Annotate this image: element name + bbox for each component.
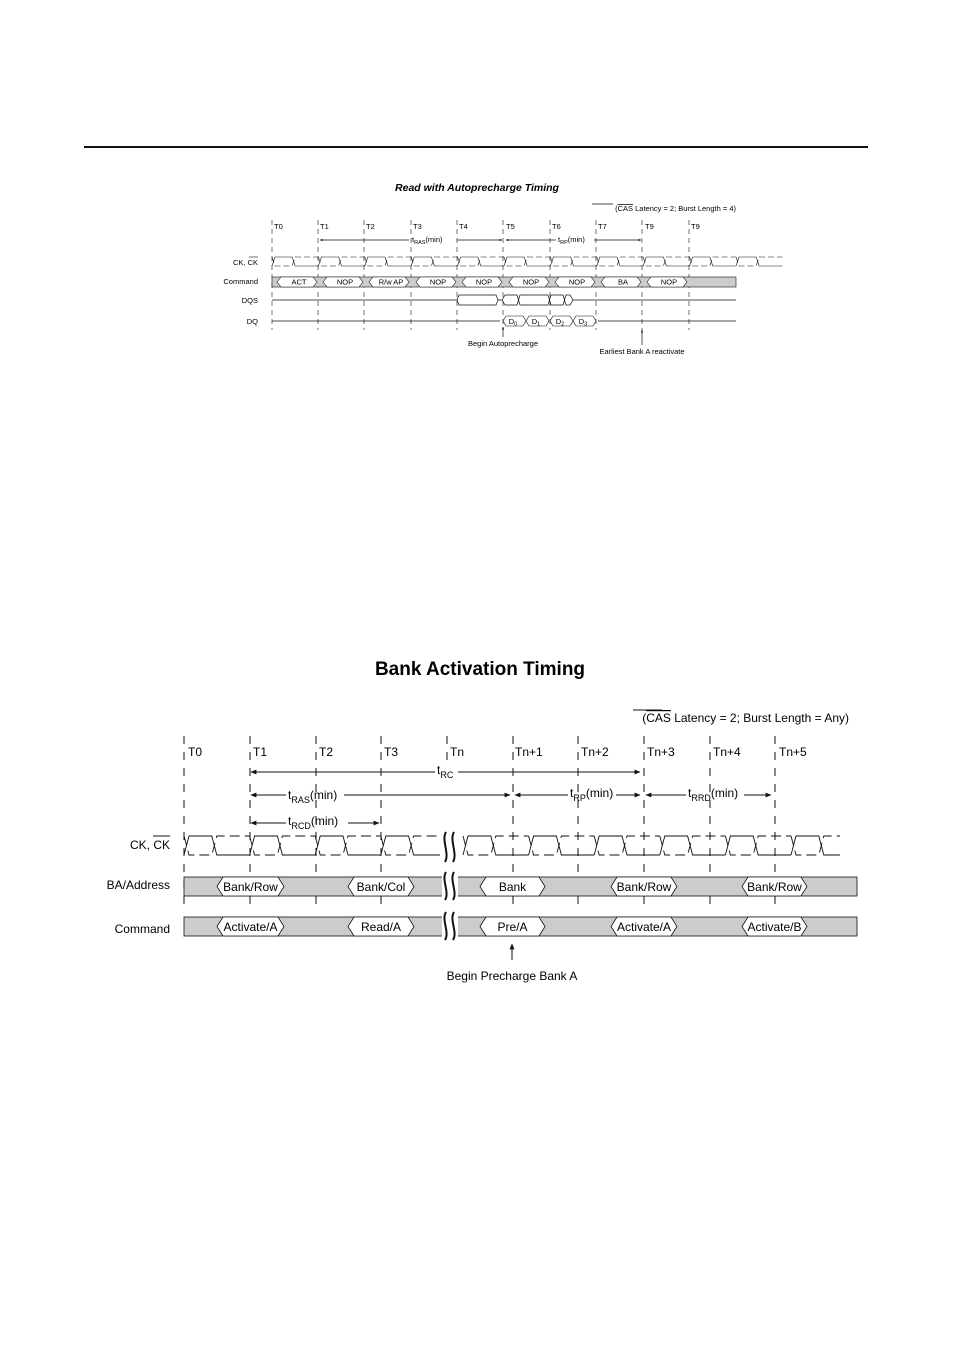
d2-tlabel-2: T2	[319, 745, 334, 759]
d1-tlabel-4: T4	[459, 222, 468, 231]
d2-signal-command: Command	[114, 922, 170, 936]
d2-tlabel-8: Tn+4	[713, 745, 741, 759]
d1-begin-autoprecharge: Begin Autoprecharge	[467, 339, 539, 348]
d1-tlabel-2: T2	[366, 222, 375, 231]
d2-begin-precharge: Begin Precharge Bank A	[446, 969, 578, 983]
d1-tlabel-6: T6	[552, 222, 561, 231]
d2-ck	[184, 836, 440, 855]
d1-command-label: NOP	[568, 277, 586, 287]
d2-tlabel-0: T0	[188, 745, 203, 759]
d1-signal-dq: DQ	[246, 317, 258, 326]
d1-signal-command: Command	[223, 277, 258, 286]
d1-tlabel-5: T5	[506, 222, 515, 231]
d2-time-break-marks	[442, 832, 458, 940]
d2-tras-label: $t_{RAS}(\min)$	[288, 788, 338, 805]
d1-data-label: $D_1$	[531, 317, 541, 328]
diagram1-clock-markers	[272, 220, 689, 330]
d1-tlabel-0: T0	[274, 222, 283, 231]
d2-tlabel-4: Tn	[450, 745, 465, 759]
d1-command-bus	[272, 277, 736, 287]
d2-tlabel-9: Tn+5	[779, 745, 807, 759]
d1-tras-label: $t_{RAS}(\min)$	[412, 235, 443, 246]
d2-trcd-label: $t_{RCD}(\min)$	[288, 814, 339, 831]
d1-data-label: $D_0$	[508, 317, 518, 328]
d1-tlabel-8: T9	[645, 222, 654, 231]
d2-command-label: Activate/A	[616, 920, 672, 934]
d2-address-label: Bank/Row	[747, 880, 802, 894]
d1-command-label: NOP	[475, 277, 493, 287]
d2-address-bus	[184, 877, 857, 896]
d1-clock-waveform	[272, 257, 782, 266]
d2-ck	[463, 836, 840, 855]
d1-dq-data-bursts	[503, 316, 596, 328]
diagram1-title: Read with Autoprecharge Timing	[395, 182, 559, 194]
d2-address-label: Bank	[498, 880, 527, 894]
d1-data-label: $D_2$	[555, 317, 565, 328]
d1-trp-label: $t_{RP}(\min)$	[558, 235, 585, 246]
d2-address-label: Bank/Row	[616, 880, 672, 894]
diagram1-clock-labels	[274, 222, 700, 231]
d1-command-label: ACT	[291, 277, 307, 287]
d1-tlabel-1: T1	[320, 222, 329, 231]
d2-command-label: Pre/A	[497, 920, 528, 934]
diagram2-clock-labels	[188, 745, 807, 759]
d2-tlabel-3: T3	[384, 745, 399, 759]
d2-address-label: Bank/Row	[223, 880, 278, 894]
d2-trc-label: $t_{RC}$	[437, 763, 454, 780]
d2-ckbar	[184, 836, 440, 855]
d2-command-label: Activate/A	[223, 920, 278, 934]
d1-signal-dqs: DQS	[241, 296, 258, 305]
d2-clock-waveform	[184, 836, 840, 855]
d1-dqs-preamble	[457, 300, 498, 305]
d1-command-label: NOP	[429, 277, 447, 287]
d2-tlabel-6: Tn+2	[581, 745, 609, 759]
d2-ckbar	[463, 836, 840, 855]
d1-dqs-complement	[502, 295, 573, 305]
diagram2-title: Bank Activation Timing	[374, 659, 586, 680]
diagram1-condition: (CAS Latency = 2; Burst Length = 4)	[615, 204, 736, 213]
bank-activation-diagram	[107, 659, 857, 983]
d2-signal-ck: CK, CK	[129, 838, 170, 852]
d2-address-label: Bank/Col	[356, 880, 406, 894]
d2-trp-label: $t_{RP}(\min)$	[570, 786, 614, 803]
d2-tlabel-7: Tn+3	[647, 745, 675, 759]
d1-command-label: NOP	[660, 277, 678, 287]
d2-command-label: Activate/B	[747, 920, 802, 934]
d2-tlabel-5: Tn+1	[515, 745, 543, 759]
d1-command-label: BA	[617, 277, 629, 287]
d1-ckbar	[272, 257, 782, 266]
d2-command-label: Read/A	[360, 920, 402, 934]
d1-tlabel-7: T7	[598, 222, 607, 231]
d1-signal-ck: CK, CK	[232, 258, 258, 267]
d1-command-label: NOP	[522, 277, 540, 287]
d2-tlabel-1: T1	[253, 745, 268, 759]
d1-earliest-reactivate: Earliest Bank A reactivate	[599, 347, 685, 356]
d1-tlabel-3: T3	[413, 222, 422, 231]
d1-ck	[272, 257, 782, 266]
diagram2-condition: (CAS Latency = 2; Burst Length = Any)	[642, 711, 849, 725]
read-autoprecharge-diagram	[223, 182, 782, 356]
d1-command-label: R/w AP	[378, 277, 404, 287]
d2-command-bus	[184, 917, 857, 936]
d2-trrd-label: $t_{RRD}(\min)$	[688, 786, 739, 803]
d1-data-label: $D_3$	[578, 317, 588, 328]
d1-command-label: NOP	[336, 277, 354, 287]
d2-signal-address: BA/Address	[106, 878, 170, 892]
d1-tlabel-9: T9	[691, 222, 700, 231]
